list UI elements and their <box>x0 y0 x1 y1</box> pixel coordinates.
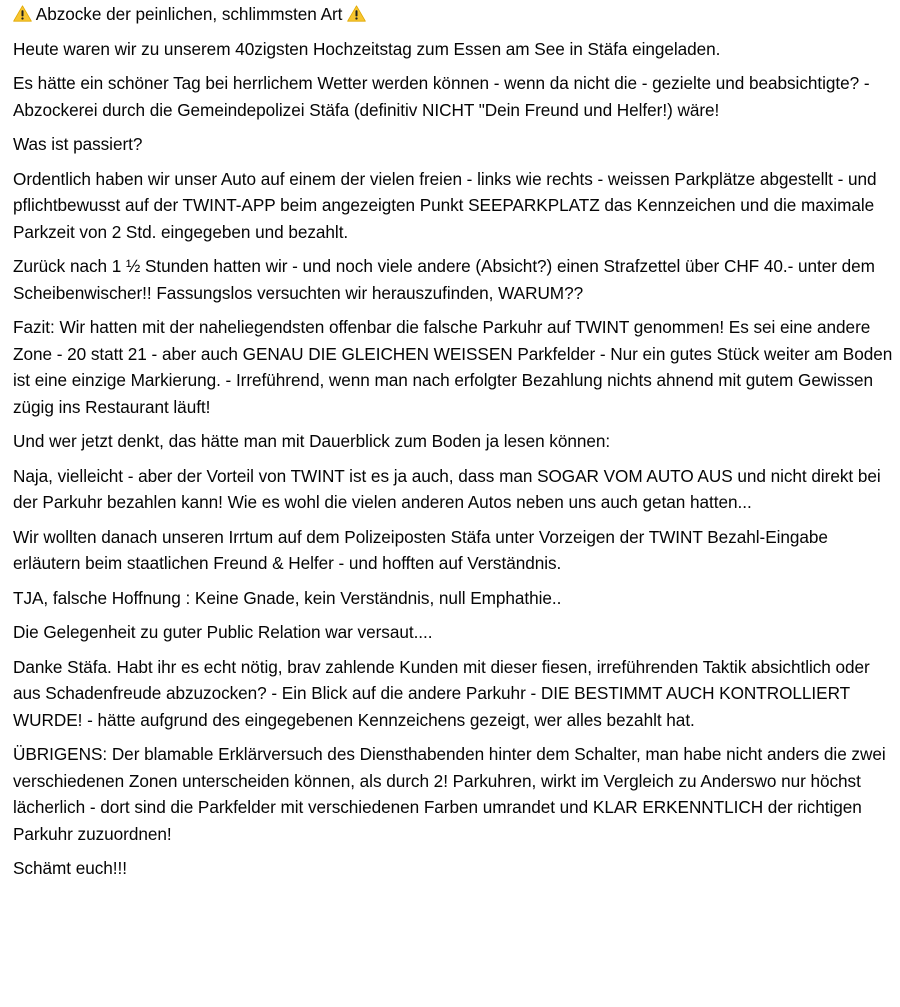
post-paragraph: Danke Stäfa. Habt ihr es echt nötig, brav zahlende Kunden mit dieser fiesen, irreführenden Taktik absichtlich oder aus Schadenfreude abzuzocken? - Ein Blick auf die andere Parkuhr - DIE BESTIMMT AUCH KONTROLLIERT WURDE! - hätte aufgrund des eingegebenen Kennzeichens gezeigt, wer alles bezahlt hat. <box>13 656 870 730</box>
warning-icon <box>347 5 366 22</box>
post-paragraph: Naja, vielleicht - aber der Vorteil von TWINT ist es ja auch, dass man SOGAR VOM AUTO AUS und nicht direkt bei der Parkuhr bezahlen kann! Wie es wohl die vielen anderen Autos neben uns auch getan hatten... <box>13 465 881 512</box>
post-paragraph: Und wer jetzt denkt, das hätte man mit Dauerblick zum Boden ja lesen können: <box>13 431 611 451</box>
post-paragraph: Die Gelegenheit zu guter Public Relation war versaut.... <box>13 622 433 642</box>
post-paragraph: Heute waren wir zu unserem 40zigsten Hochzeitstag zum Essen am See in Stäfa eingeladen. <box>13 38 721 59</box>
post-paragraph: Wir wollten danach unseren Irrtum auf dem Polizeiposten Stäfa unter Vorzeigen der TWINT Bezahl-Eingabe erläutern beim staatlichen Freund & Helfer - und hofften auf Verständnis. <box>13 526 828 573</box>
post-paragraph: ÜBRIGENS: Der blamable Erklärversuch des Diensthabenden hinter dem Schalter, man habe nicht anders die zwei verschiedenen Zonen unterscheiden können, als durch 2! Parkuhren, wirkt im Vergleich zu Anderswo nur höchst lächerlich - dort sind die Parkfelder mit verschiedenen Farben umrandet und KLAR ERKENNTLICH der richtigen Parkuhr zuzuordnen! <box>13 744 886 844</box>
post-title: Abzocke der peinlichen, schlimmsten Art <box>35 4 343 24</box>
post-paragraph: Es hätte ein schöner Tag bei herrlichem Wetter werden können - wenn da nicht die - gezielte und beabsichtigte? - Abzockerei durch die Gemeindepolizei Stäfa (definitiv NICHT "Dein Freund und Helfer!) wäre! <box>13 73 870 120</box>
post-paragraph: Zurück nach 1 ½ Stunden hatten wir - und noch viele andere (Absicht?) einen Strafzettel über CHF 40.- unter dem Scheibenwischer!! Fassungslos versuchten wir herauszufinden, WARUM?? <box>13 256 875 303</box>
post-paragraph: TJA, falsche Hoffnung : Keine Gnade, kein Verständnis, null Emphathie.. <box>13 587 562 608</box>
post-paragraph: Was ist passiert? <box>13 134 143 154</box>
warning-icon <box>13 5 32 22</box>
post-paragraph: Schämt euch!!! <box>13 858 127 878</box>
post-title-line <box>13 1 900 28</box>
post-paragraph: Ordentlich haben wir unser Auto auf einem der vielen freien - links wie rechts - weissen Parkplätze abgestellt - und pflichtbewusst auf der TWINT-APP beim angezeigten Punkt SEEPARKPLATZ das Kennzeichen und die maximale Parkzeit von 2 Std. eingegeben und bezahlt. <box>13 168 877 242</box>
post-paragraph: Fazit: Wir hatten mit der naheliegendsten offenbar die falsche Parkuhr auf TWINT genommen! Es sei eine andere Zone - 20 statt 21 - aber auch GENAU DIE GLEICHEN WEISSEN Parkfelder - Nur ein gutes Stück weiter am Boden ist eine einzige Markierung. - Irreführend, wenn man nach erfolgter Bezahlung nichts ahnend mit gutem Gewissen zügig ins Restaurant läuft! <box>13 317 893 417</box>
